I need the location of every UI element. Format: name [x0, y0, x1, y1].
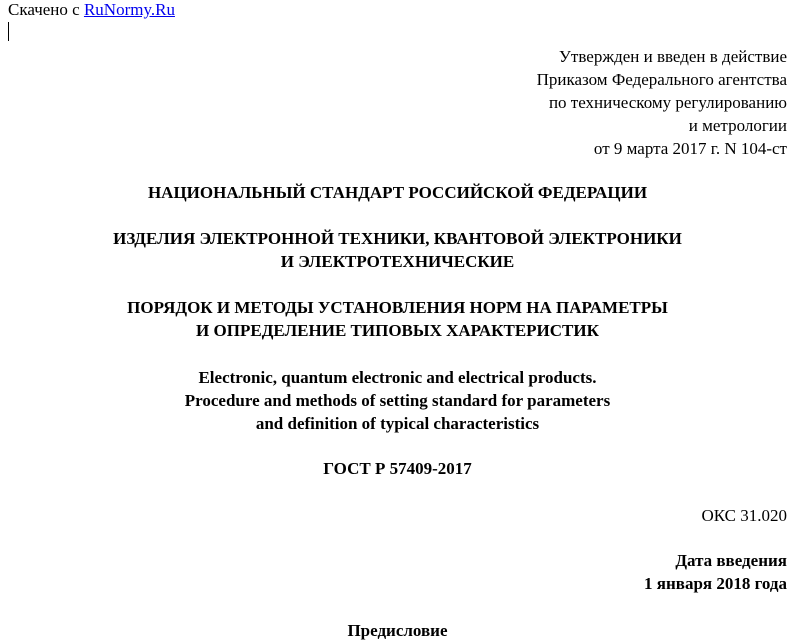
title-ru-2-line-2: И ОПРЕДЕЛЕНИЕ ТИПОВЫХ ХАРАКТЕРИСТИК [196, 321, 599, 340]
approval-line: от 9 марта 2017 г. N 104-ст [593, 139, 787, 158]
effective-date-value: 1 января 2018 года [644, 574, 787, 593]
standard-name-heading [0, 181, 790, 204]
title-ru-part-1 [0, 227, 790, 273]
approval-line: Приказом Федерального агентства [536, 70, 787, 89]
effective-date-block [644, 549, 787, 595]
title-ru-2-line-1: ПОРЯДОК И МЕТОДЫ УСТАНОВЛЕНИЯ НОРМ НА ПАРАМЕТРЫ [127, 298, 668, 317]
title-en-line-1: Electronic, quantum electronic and electrical products. [198, 368, 597, 387]
title-en-line-3: and definition of typical characteristics [255, 414, 540, 433]
source-line [8, 0, 175, 20]
title-ru-1-line-2: И ЭЛЕКТРОТЕХНИЧЕСКИЕ [280, 252, 515, 271]
approval-line: по техническому регулированию [548, 93, 787, 112]
source-link[interactable]: RuNormy.Ru [83, 0, 175, 19]
approval-line: и метрологии [688, 116, 787, 135]
text-cursor [8, 22, 9, 41]
preface-heading: Предисловие [347, 621, 448, 640]
standard-name: НАЦИОНАЛЬНЫЙ СТАНДАРТ РОССИЙСКОЙ ФЕДЕРАЦИИ [147, 183, 648, 202]
source-prefix: Скачено с [8, 0, 84, 19]
oks-code-text: ОКС 31.020 [701, 506, 787, 525]
approval-block [537, 45, 787, 160]
oks-code [701, 504, 787, 527]
approval-line: Утвержден и введен в действие [558, 47, 787, 66]
title-ru-1-line-1: ИЗДЕЛИЯ ЭЛЕКТРОННОЙ ТЕХНИКИ, КВАНТОВОЙ ЭЛЕКТРОНИКИ [113, 229, 682, 248]
title-ru-part-2 [0, 296, 790, 342]
gost-number [0, 457, 790, 480]
title-en [0, 366, 790, 435]
gost-number-text: ГОСТ Р 57409-2017 [323, 459, 472, 478]
effective-date-label: Дата введения [675, 551, 787, 570]
title-en-line-2: Procedure and methods of setting standard for parameters [184, 391, 611, 410]
